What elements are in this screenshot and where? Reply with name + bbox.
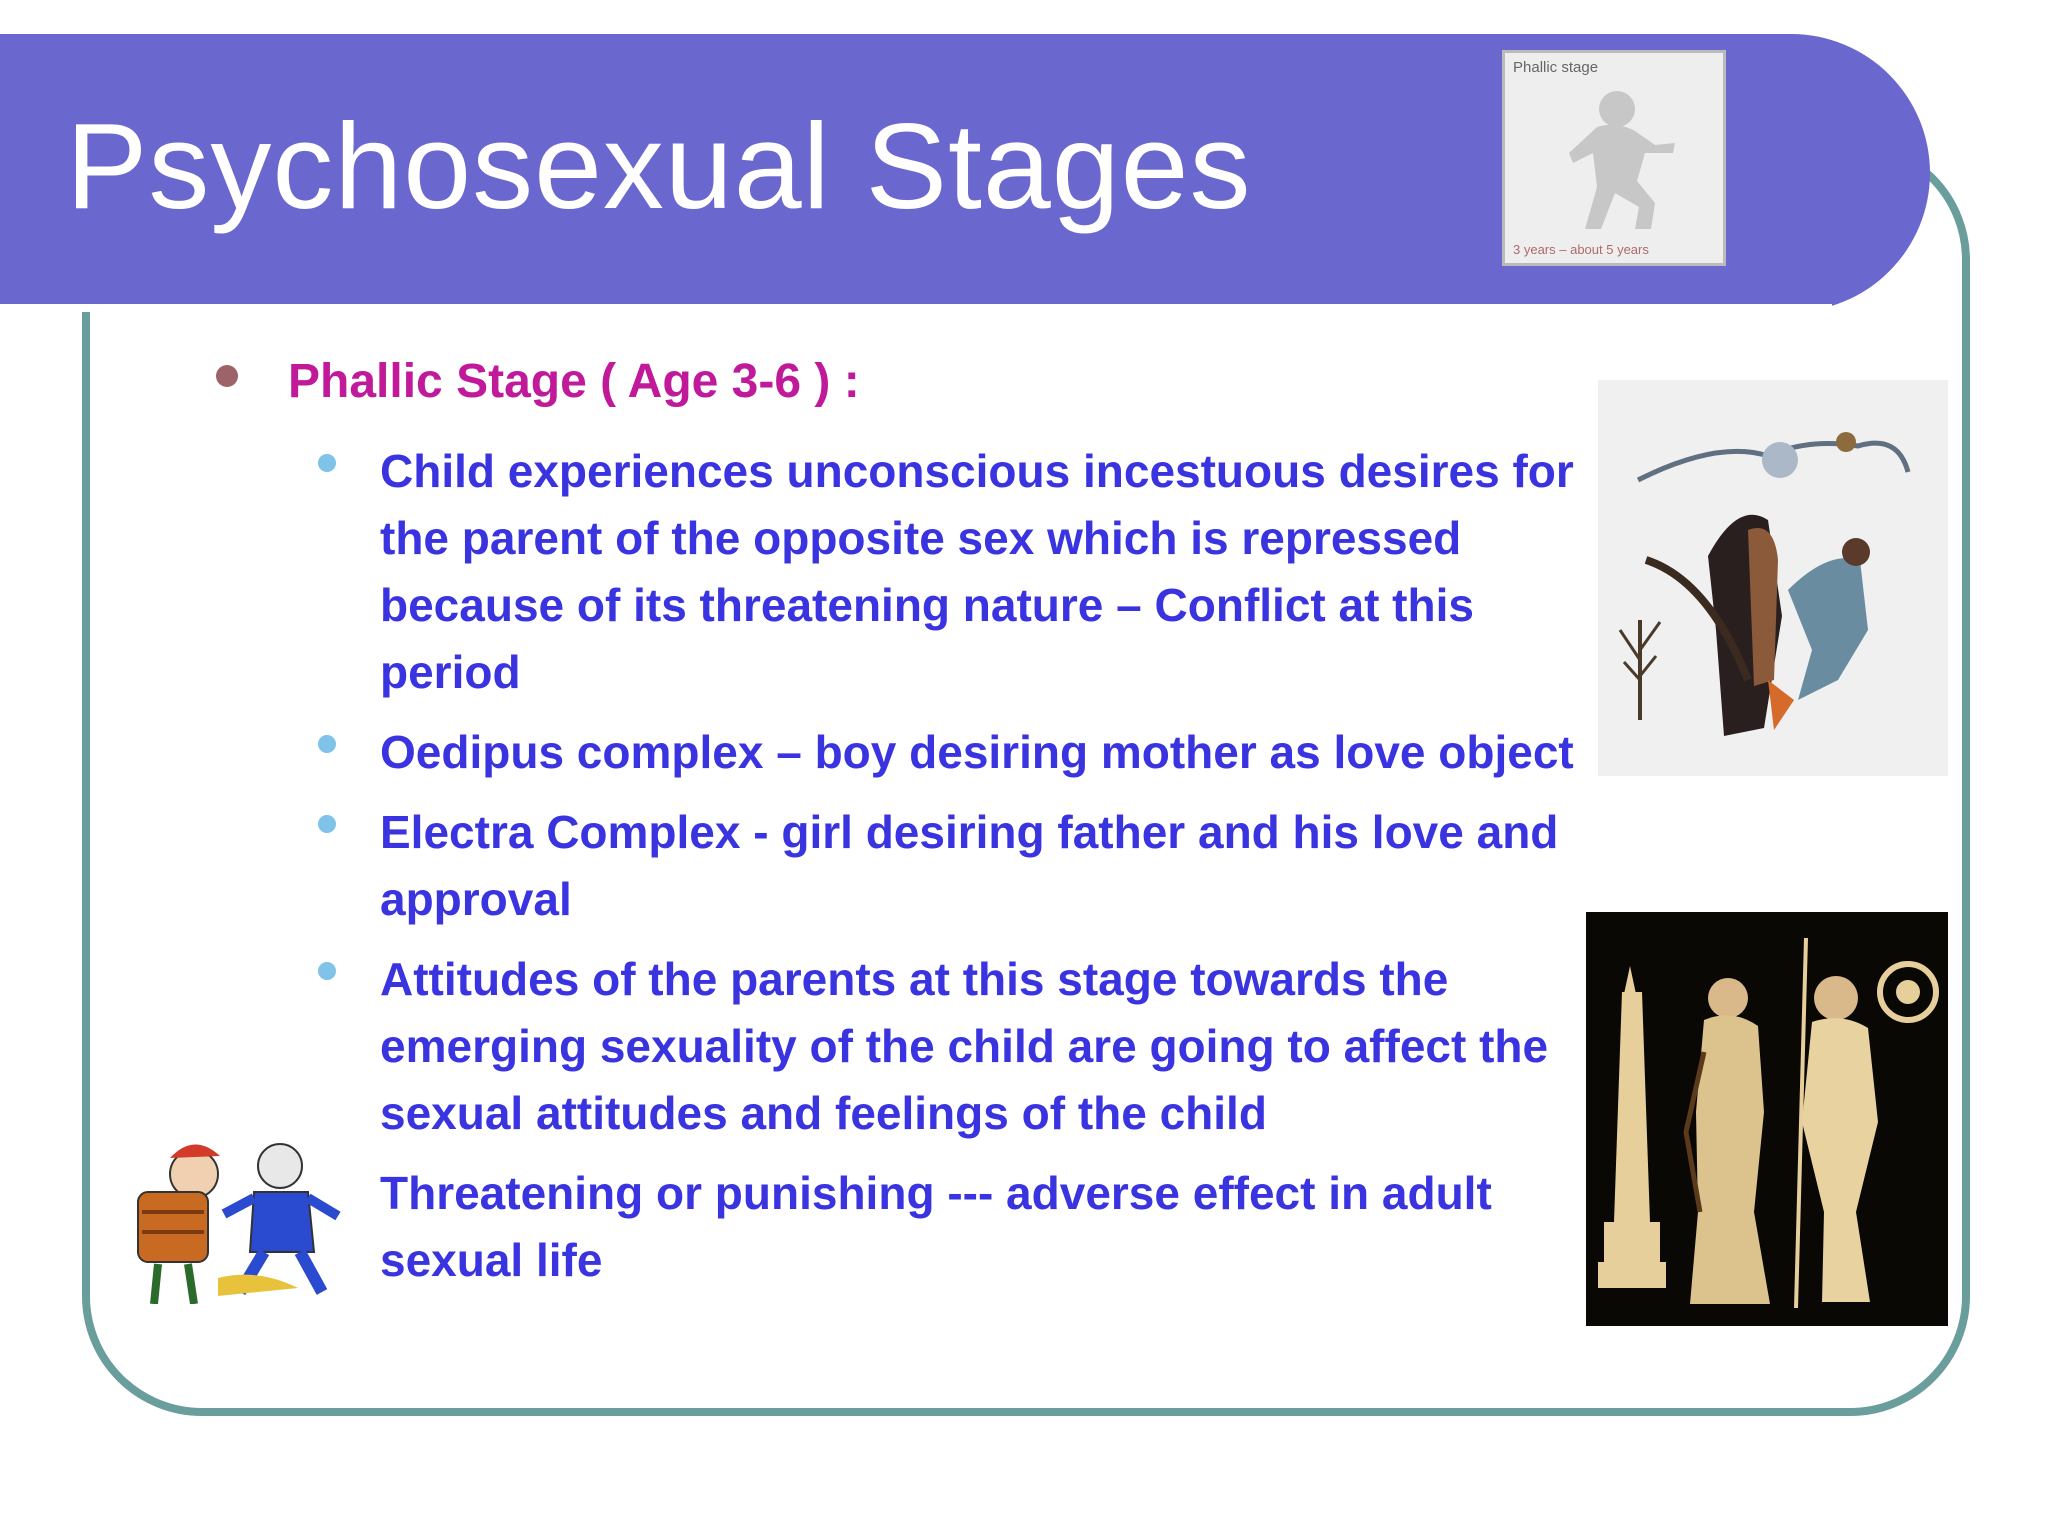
banner-divider <box>0 304 1832 312</box>
bullet-dot <box>318 815 336 833</box>
bullet-dot <box>318 454 336 472</box>
stage-heading: Phallic Stage ( Age 3-6 ) : <box>288 355 860 408</box>
bullet-item: Oedipus complex – boy desiring mother as love object <box>318 719 1588 786</box>
thumbnail-caption-top: Phallic stage <box>1513 59 1599 76</box>
parents-cartoon-image <box>128 1128 360 1304</box>
bullet-dot <box>318 735 336 753</box>
bullet-item: Attitudes of the parents at this stage towards the emerging sexuality of the child are going to affect the sexual attitudes and feelings of the child <box>318 946 1588 1147</box>
oedipus-painting-image <box>1598 380 1948 776</box>
bullet-dot <box>318 962 336 980</box>
thumbnail-caption-bottom: 3 years – about 5 years <box>1513 242 1649 257</box>
bullet-list <box>318 438 1588 1307</box>
child-silhouette-icon <box>1505 53 1723 263</box>
phallic-stage-thumbnail <box>1502 50 1726 266</box>
greek-vase-painting-image <box>1586 912 1948 1326</box>
bullet-item: Threatening or punishing --- adverse effect in adult sexual life <box>380 1167 1492 1286</box>
slide-title: Psychosexual Stages <box>66 98 1252 234</box>
bullet-item: Child experiences unconscious incestuous desires for the parent of the opposite sex which is repressed because of its threatening nature – Conflict at this period <box>318 438 1588 706</box>
bullet-item: Electra Complex - girl desiring father and his love and approval <box>318 799 1588 933</box>
main-bullet <box>216 365 238 387</box>
